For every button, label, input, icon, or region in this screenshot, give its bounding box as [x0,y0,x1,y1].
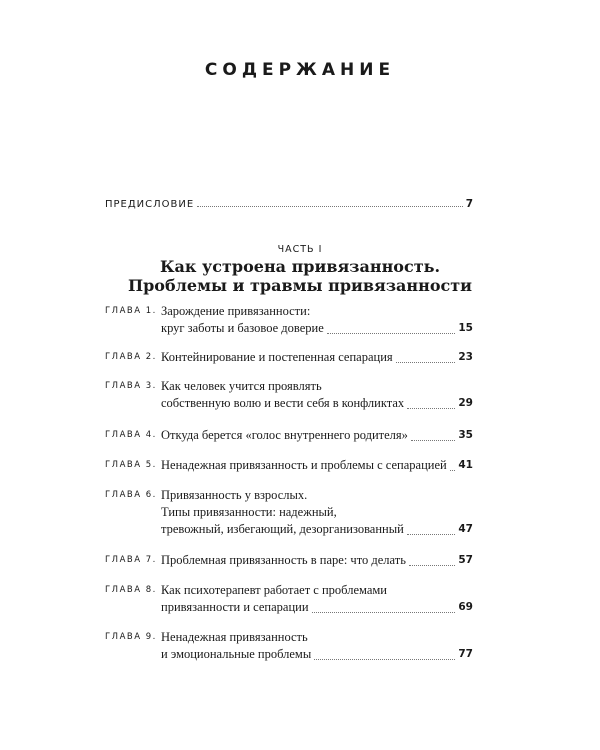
part-title-line: Проблемы и травмы привязанности [127,276,473,295]
leader-dots [450,470,456,471]
chapter-label: ГЛАВА 9. [105,632,157,642]
chapter-title-line: Как психотерапевт работает с проблемами [161,583,387,597]
chapter-title-line: и эмоциональные проблемы [161,647,312,661]
chapter-title-line: Привязанность у взрослых. [161,488,308,502]
chapter-title-line: Контейнирование и постепенная сепарация [161,350,393,364]
page-title: СОДЕРЖАНИЕ [204,60,396,80]
leader-dots [411,440,455,441]
chapter-label: ГЛАВА 2. [105,352,157,362]
chapter-label: ГЛАВА 4. [105,430,157,440]
part-label: ЧАСТЬ I [277,244,323,255]
toc-entry-preface[interactable] [105,198,473,210]
leader-dots [407,408,455,409]
chapter-title-line: Как человек учится проявлять [161,379,322,393]
part-title-line: Как устроена привязанность. [159,257,441,276]
leader-dots [314,659,455,660]
part-title [0,257,600,295]
page-number: 23 [458,351,473,363]
chapter-label: ГЛАВА 5. [105,460,157,470]
page-number: 15 [458,322,473,334]
chapter-label: ГЛАВА 8. [105,585,157,595]
page-number: 7 [465,198,473,210]
chapter-title-line: Зарождение привязанности: [161,304,311,318]
chapter-title-line: собственную волю и вести себя в конфликтах [161,396,405,410]
chapter-title-line: Ненадежная привязанность [161,630,308,644]
chapter-title-line: Откуда берется «голос внутреннего родителя» [161,428,408,442]
chapter-title-line: Ненадежная привязанность и проблемы с сепарацией [161,458,447,472]
chapter-label: ГЛАВА 3. [105,381,157,391]
page-number: 69 [458,601,473,613]
leader-dots [409,565,455,566]
page-number: 41 [458,459,473,471]
leader-dots [407,534,456,535]
page-number: 29 [458,397,473,409]
preface-label: ПРЕДИСЛОВИЕ [105,199,195,210]
leader-dots [312,612,456,613]
leader-dots [327,333,456,334]
chapter-title-line: тревожный, избегающий, дезорганизованный [161,522,404,536]
chapter-label: ГЛАВА 7. [105,555,157,565]
page-number: 35 [458,429,473,441]
chapter-title-line: Проблемная привязанность в паре: что делать [161,553,406,567]
page-number: 57 [458,554,473,566]
page-number: 47 [458,523,473,535]
chapter-label: ГЛАВА 1. [105,306,157,316]
leader-dots [197,206,462,207]
chapter-title-line: привязанности и сепарации [161,600,309,614]
chapter-label: ГЛАВА 6. [105,490,157,500]
page-number: 77 [458,648,473,660]
chapter-title-line: круг заботы и базовое доверие [161,321,324,335]
leader-dots [396,362,456,363]
chapter-title-line: Типы привязанности: надежный, [161,505,337,519]
